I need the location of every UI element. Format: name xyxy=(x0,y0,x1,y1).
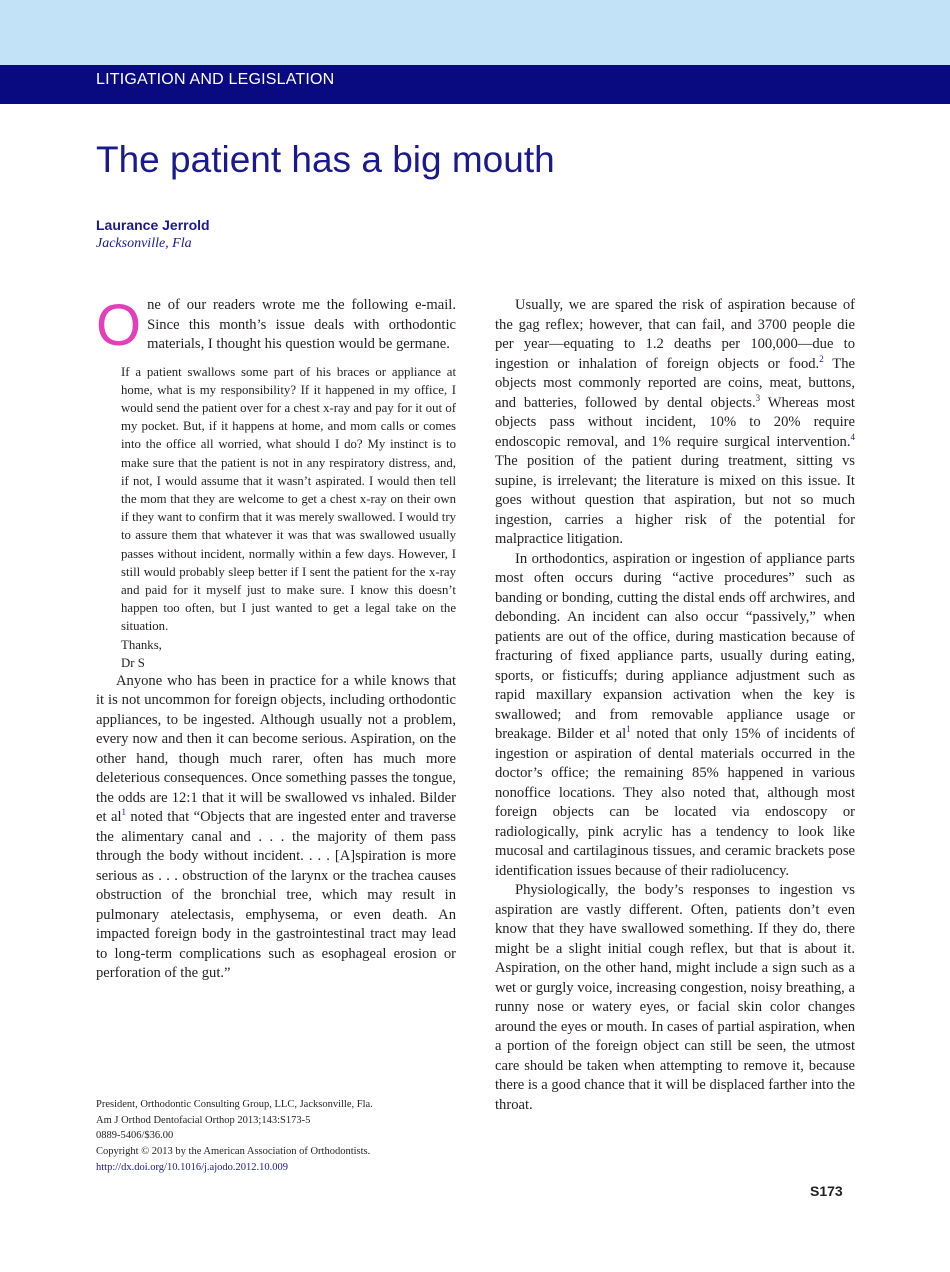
page-number: S173 xyxy=(810,1183,843,1199)
doi-link[interactable]: http://dx.doi.org/10.1016/j.ajodo.2012.10.009 xyxy=(96,1161,289,1173)
body-paragraph xyxy=(96,672,456,984)
paragraph-text: Anyone who has been in practice for a while knows that it is not uncommon for foreign objects, including orthodontic appliances, to be ingested. Although usually not a problem, every now and then it can become serious. Aspiration, on the other hand, though much rarer, often has much more deleterious consequences. Once something passes the tongue, the odds are 12:1 that it will be swallowed vs inhaled. Bilder et al xyxy=(96,672,456,826)
reference-link[interactable]: 1 xyxy=(626,724,631,735)
paragraph-text: Usually, we are spared the risk of aspiration because of the gag reflex; however, that can fail, and 3700 people die per year—equating to 1.2 deaths per 100,000—due to ingestion or inhalation of foreign objects or food. xyxy=(495,297,855,372)
reference-link[interactable]: 1 xyxy=(121,807,126,818)
body-paragraph: Physiologically, the body’s responses to ingestion vs aspiration are vastly different. Often, patients don’t even know that they have swallowed something. If they do, there might be a slight initial cough reflex, but that is about it. Aspiration, on the other hand, might include a sign such as a wet or gurgly voice, increasing congestion, noisy breathing, a runny nose or watery eyes, or facial skin color changes around the eyes or mouth. In cases of partial aspiration, when a portion of the foreign object can still be seen, the utmost care should be taken when attempting to remove it, because there is a good chance that it will be displaced farther into the throat. xyxy=(495,882,855,1113)
letter-body: If a patient swallows some part of his braces or appliance at home, what is my responsibility? If it happened in my office, I would send the patient over for a chest x-ray and pay for it out of my pocket. But, if it happens at home, and mom calls or comes into the office all worried, what should I do? My instinct is to make sure that the patient is not in any respiratory distress, and, if not, I would assume that it wasn’t aspirated. I would then tell the mom that they are welcome to get a chest x-ray on their own if they want to confirm that it was merely swallowed. I would try to assure them that whatever it was that was swallowed usually passes without incident, normally within a few days. However, I still would probably sleep better if I sent the patient for the x-ray and paid for it myself just to make sure. I know this doesn’t happen too often, but I just wanted to get a legal take on the situation. xyxy=(121,364,456,634)
intro-text: ne of our readers wrote me the following e-mail. Since this month’s issue deals with orthodontic materials, I thought his question would be germane. xyxy=(147,297,456,352)
header-band xyxy=(0,0,950,65)
footnote-copyright: Copyright © 2013 by the American Association of Orthodontists. xyxy=(96,1146,371,1158)
letter-closing: Thanks, xyxy=(121,637,162,652)
paragraph-text: noted that only 15% of incidents of ingestion or aspiration of dental materials occurred in the doctor’s office; the remaining 85% happened in various nonoffice locations. They also noted that, although most foreign objects can be located via endoscopy or radiologically, pink acrylic has a tendency to look like mucosal and cartilaginous tissues, and ceramic brackets pose identification issues because of their radiolucency. xyxy=(495,726,856,879)
body-paragraph xyxy=(495,550,855,882)
paragraph-text: The objects most commonly reported are coins, meat, buttons, and batteries, followed by dental objects. xyxy=(495,355,855,411)
drop-cap: O xyxy=(96,293,142,358)
reference-link[interactable]: 4 xyxy=(850,431,855,442)
article-title: The patient has a big mouth xyxy=(96,139,555,180)
paragraph-text: Whereas most objects pass without incident, 10% to 20% require endoscopic removal, and 1% require surgical intervention. xyxy=(495,394,855,450)
footnote xyxy=(96,1097,456,1176)
body-paragraph xyxy=(495,296,855,550)
right-column xyxy=(495,296,855,1115)
paragraph-text: The position of the patient during treatment, sitting vs supine, is irrelevant; the literature is mixed on this issue. It goes without question that aspiration, but not so much ingestion, carries a higher risk of the potential for malpractice litigation. xyxy=(495,453,855,547)
left-column xyxy=(96,293,456,984)
author-name: Laurance Jerrold xyxy=(96,217,210,233)
section-label: LITIGATION AND LEGISLATION xyxy=(96,71,335,88)
intro-paragraph xyxy=(96,293,456,358)
paragraph-text: In orthodontics, aspiration or ingestion of appliance parts most often occurs during “active procedures” such as banding or bonding, cutting the distal ends off archwires, and debonding. An incident can also occur “passively,” when patients are out of the office, during mastication because of fracturing of fixed appliance parts, usually during eating, sports, or fisticuffs; during appliance adjustment such as rapid maxillary expansion activation when the key is swallowed; and from removable appliance usage or breakage. Bilder et al xyxy=(495,550,855,742)
reference-link[interactable]: 3 xyxy=(755,392,761,403)
letter-signature: Dr S xyxy=(121,655,145,670)
journal-logo: AJO-DO xyxy=(606,102,827,169)
footnote-affiliation: President, Orthodontic Consulting Group, LLC, Jacksonville, Fla. xyxy=(96,1099,373,1110)
paragraph-text: noted that “Objects that are ingested enter and traverse the alimentary canal and . . . the majority of them pass through the body without incident. . . . [A]spiration is more serious as . . . obstruction of the larynx or the trachea causes obstruction of the bronchial tree, which may result in pulmonary atelectasis, emphysema, or even death. An impacted foreign body in the gastrointestinal tract may lead to long-term complications such as esophageal erosion or perforation of the gut.” xyxy=(96,809,456,982)
footnote-issn: 0889-5406/$36.00 xyxy=(96,1130,174,1142)
reference-link[interactable]: 2 xyxy=(819,353,824,364)
author-affiliation: Jacksonville, Fla xyxy=(96,236,192,251)
reader-letter xyxy=(121,363,456,672)
footnote-citation: Am J Orthod Dentofacial Orthop 2013;143:S173-5 xyxy=(96,1114,311,1126)
